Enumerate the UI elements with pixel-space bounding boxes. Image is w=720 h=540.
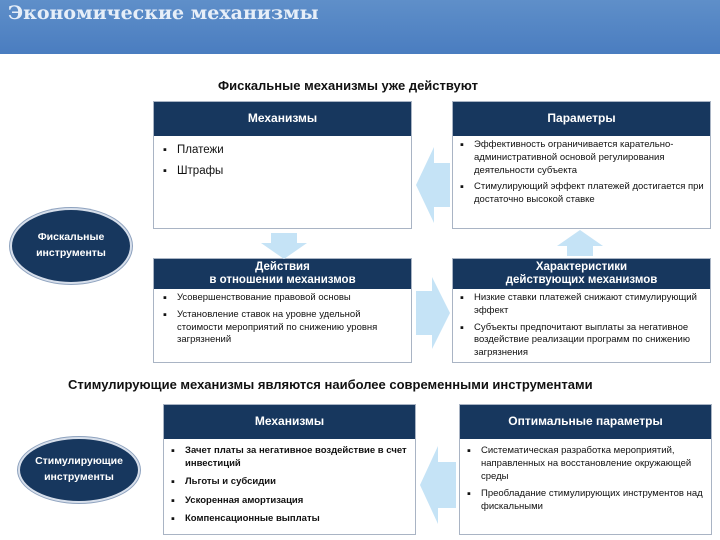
- stimulating-optimal-header: [460, 405, 711, 439]
- fiscal-characteristics-list: [459, 292, 704, 360]
- stimulating-mechanisms-title: Механизмы: [254, 414, 325, 429]
- fiscal-mechanisms-box: [153, 101, 412, 229]
- fiscal-oval-line1: Фискальные: [37, 231, 105, 244]
- list-item: ▪ Усовершенствование правовой основы: [162, 292, 406, 305]
- fiscal-characteristics-title-line1: Характеристики: [535, 261, 628, 274]
- stimulating-optimal-list: [466, 445, 706, 514]
- arrow-right-icon: [416, 277, 450, 349]
- list-item: ▪ Ускоренная амортизация: [170, 495, 410, 508]
- stimulating-optimal-title: Оптимальные параметры: [508, 414, 663, 429]
- fiscal-parameters-title: Параметры: [547, 111, 616, 126]
- fiscal-parameters-header: [453, 102, 710, 136]
- fiscal-parameters-list: [459, 139, 704, 207]
- list-item: ▪ Субъекты предпочитают выплаты за негативное воздействие реализации программ по снижению загрязнения: [459, 322, 704, 360]
- fiscal-actions-box: [153, 258, 412, 363]
- fiscal-mechanisms-title: Механизмы: [247, 111, 318, 126]
- stimulating-mechanisms-header: [164, 405, 415, 439]
- list-item: ▪ Преобладание стимулирующих инструментов над фискальными: [466, 488, 706, 514]
- fiscal-parameters-box: [452, 101, 711, 229]
- fiscal-instruments-oval: [10, 208, 132, 284]
- stimulating-mechanisms-list: [170, 445, 410, 526]
- title-bar: [0, 0, 720, 54]
- stimulating-oval-line2: инструменты: [44, 471, 114, 483]
- arrow-up-icon: [557, 230, 603, 256]
- arrow-down-icon: [261, 233, 307, 259]
- list-item: ▪ Платежи: [162, 140, 402, 161]
- list-item: ▪ Штрафы: [162, 161, 402, 182]
- fiscal-characteristics-title-line2: действующих механизмов: [505, 274, 658, 286]
- page-title: Экономические механизмы: [8, 2, 319, 24]
- stimulating-oval-line1: Стимулирующие: [35, 455, 123, 468]
- stimulating-optimal-box: [459, 404, 712, 535]
- fiscal-actions-header: [154, 259, 411, 289]
- list-item: ▪ Стимулирующий эффект платежей достигается при достаточно высокой ставке: [459, 181, 704, 207]
- fiscal-heading: Фискальные механизмы уже действуют: [218, 78, 478, 93]
- fiscal-mechanisms-header: [154, 102, 411, 136]
- list-item: ▪ Зачет платы за негативное воздействие в счет инвестиций: [170, 445, 410, 470]
- fiscal-characteristics-box: [452, 258, 711, 363]
- list-item: ▪ Установление ставок на уровне удельной стоимости мероприятий по снижению уровня загрязнений: [162, 309, 406, 347]
- fiscal-mechanisms-list: [162, 140, 402, 182]
- arrow-left-icon: [416, 147, 450, 223]
- stimulating-heading: Стимулирующие механизмы являются наиболее современными инструментами: [68, 377, 593, 392]
- list-item: ▪ Низкие ставки платежей снижают стимулирующий эффект: [459, 292, 704, 318]
- fiscal-actions-title-line2: в отношении механизмов: [209, 274, 356, 286]
- list-item: ▪ Эффективность ограничивается карательно-административной основой регулирования деятельности субъекта: [459, 139, 704, 177]
- stimulating-instruments-oval: [18, 437, 140, 503]
- arrow-left-icon: [420, 446, 456, 524]
- fiscal-actions-list: [162, 292, 406, 347]
- stimulating-mechanisms-box: [163, 404, 416, 535]
- list-item: ▪ Компенсационные выплаты: [170, 513, 410, 526]
- fiscal-oval-line2: инструменты: [36, 247, 106, 259]
- fiscal-actions-title-line1: Действия: [255, 261, 310, 274]
- list-item: ▪ Льготы и субсидии: [170, 476, 410, 489]
- list-item: ▪ Систематическая разработка мероприятий, направленных на восстановление окружающей среды: [466, 445, 706, 483]
- fiscal-characteristics-header: [453, 259, 710, 289]
